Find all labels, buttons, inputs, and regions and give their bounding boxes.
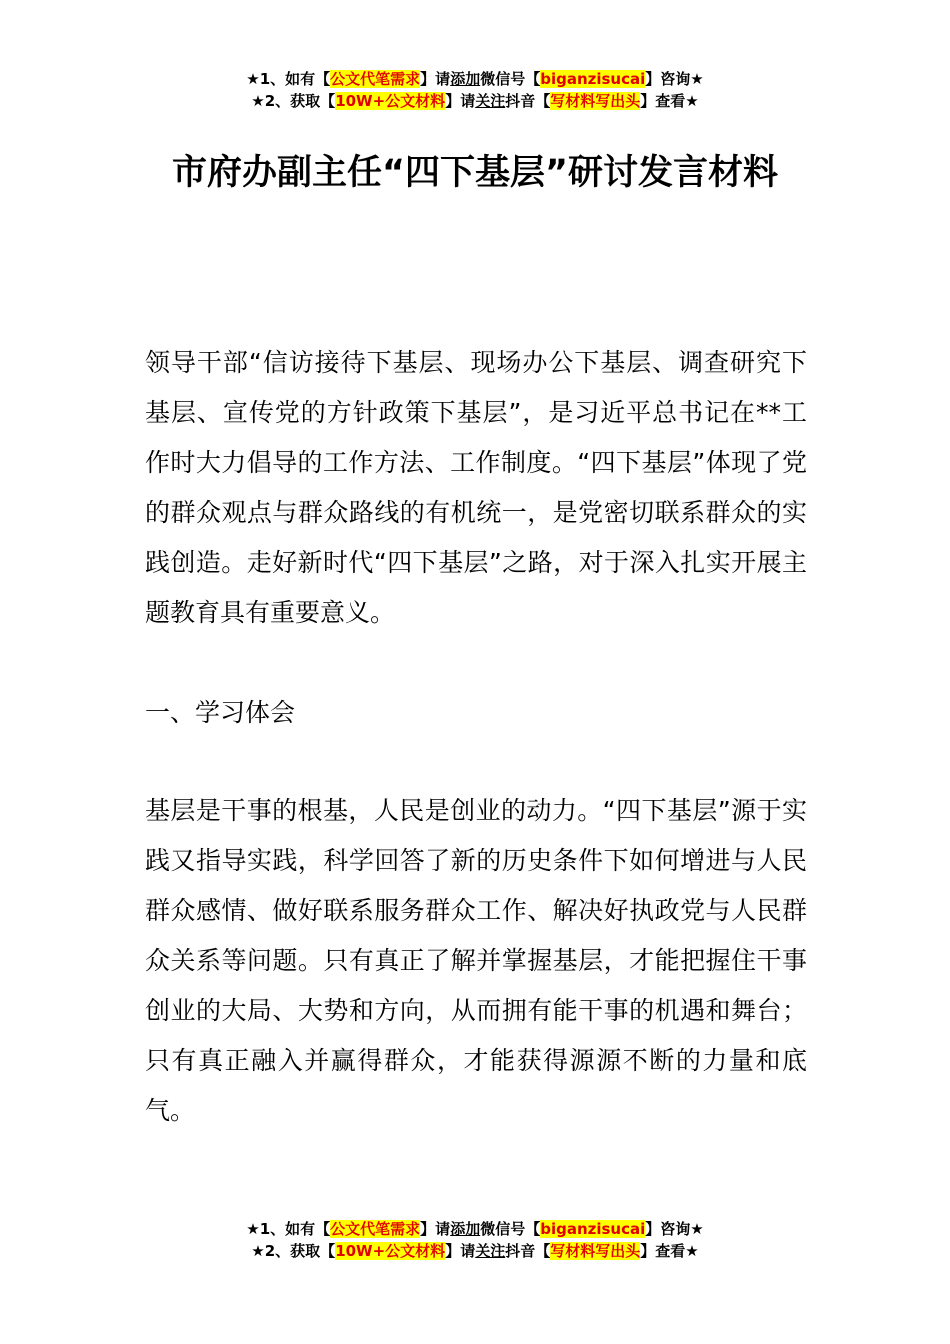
banner-text: ★1、如有【 [246,70,331,88]
paragraph-learning: 基层是干事的根基，人民是创业的动力。“四下基层”源于实践又指导实践，科学回答了新的历史条件下如何增进与人民群众感情、做好联系服务群众工作、解决好执政党与人民群众关系等问题。只有真正了解并掌握基层，才能把握住干事创业的大局、大势和方向，从而拥有能干事的机遇和舞台；只有真正融入并赢得群众，才能获得源源不断的力量和底气。 [145,796,807,1125]
document-title: 市府办副主任“四下基层”研讨发言材料 [171,153,778,193]
banner-text: ★1、如有【 [246,1220,331,1238]
banner-text: 】咨询★ [645,70,704,88]
footer-banner [0,1218,950,1262]
highlight-service: 公文代笔需求 [330,1220,421,1238]
banner-text: 微信号【 [480,70,541,88]
highlight-materials: 10W+公文材料 [335,92,446,110]
banner-text: 】请 [445,1242,476,1260]
banner-emphasis: 添加 [450,1220,481,1238]
highlight-wechat-id: biganzisucai [540,1220,646,1238]
banner-emphasis: 关注 [475,1242,506,1260]
banner-emphasis: 添加 [450,70,481,88]
section-heading: 一、学习体会 [145,698,296,727]
banner-text: 微信号【 [480,1220,541,1238]
banner-text: 】查看★ [640,92,699,110]
banner-text: 】请 [420,70,451,88]
banner-text: 】咨询★ [645,1220,704,1238]
highlight-materials: 10W+公文材料 [335,1242,446,1260]
banner-line-1 [0,68,950,90]
highlight-douyin: 写材料写出头 [550,92,641,110]
banner-text: 】查看★ [640,1242,699,1260]
banner-text: ★2、获取【 [251,92,336,110]
banner-line-1 [0,1218,950,1240]
highlight-wechat-id: biganzisucai [540,70,646,88]
header-banner [0,68,950,112]
banner-text: ★2、获取【 [251,1242,336,1260]
banner-text: 】请 [420,1220,451,1238]
highlight-douyin: 写材料写出头 [550,1242,641,1260]
highlight-service: 公文代笔需求 [330,70,421,88]
banner-text: 抖音【 [505,92,551,110]
banner-line-2 [0,90,950,112]
paragraph-intro: 领导干部“信访接待下基层、现场办公下基层、调查研究下基层、宣传党的方针政策下基层”，是习近平总书记在**工作时大力倡导的工作方法、工作制度。“四下基层”体现了党的群众观点与群众路线的有机统一，是党密切联系群众的实践创造。走好新时代“四下基层”之路，对于深入扎实开展主题教育具有重要意义。 [145,348,807,627]
banner-line-2 [0,1240,950,1262]
banner-text: 】请 [445,92,476,110]
banner-text: 抖音【 [505,1242,551,1260]
banner-emphasis: 关注 [475,92,506,110]
